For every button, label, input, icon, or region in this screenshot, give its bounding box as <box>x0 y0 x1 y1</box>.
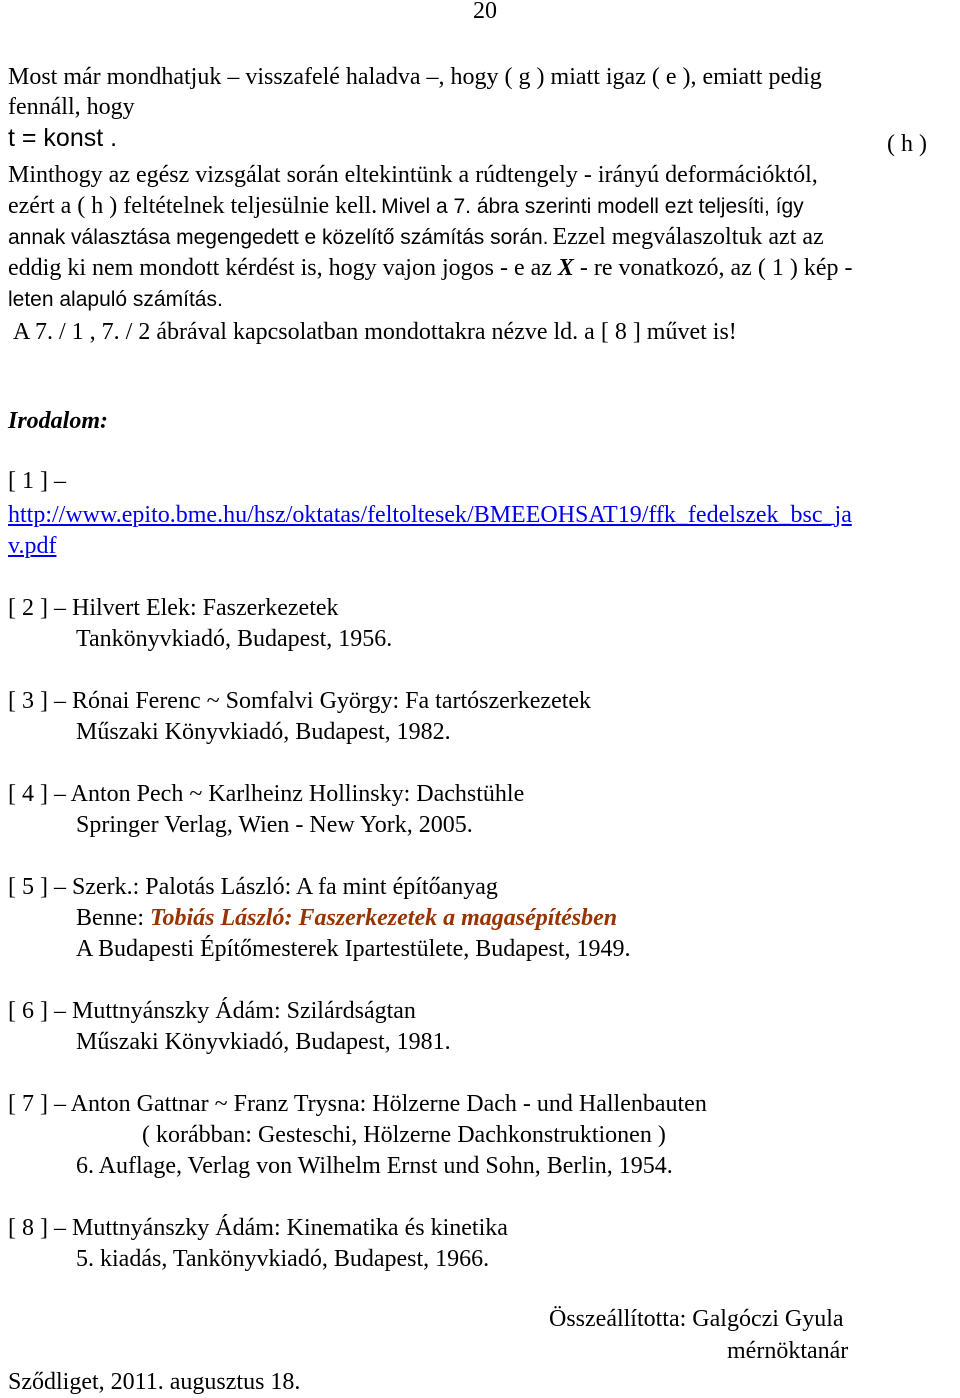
place-date: Sződliget, 2011. augusztus 18. <box>8 1369 301 1395</box>
ref-3-line-1: [ 3 ] – Rónai Ferenc ~ Somfalvi György: Fa tartószerkezetek <box>8 688 592 714</box>
ref-2-line-1: [ 2 ] – Hilvert Elek: Faszerkezetek <box>8 595 339 621</box>
equation-label: ( h ) <box>887 131 927 157</box>
ref-1-label: [ 1 ] – <box>8 468 66 494</box>
ref-5-line-2 <box>76 905 617 932</box>
ref-7-line-3: 6. Auflage, Verlag von Wilhelm Ernst und Sohn, Berlin, 1954. <box>76 1153 673 1179</box>
ref-6-line-1: [ 6 ] – Muttnyánszky Ádám: Szilárdságtan <box>8 998 416 1024</box>
equation: t = konst . <box>8 124 118 152</box>
ref-7-line-1: [ 7 ] – Anton Gattnar ~ Franz Trysna: Hölzerne Dach - und Hallenbauten <box>8 1091 707 1117</box>
compiled-by: Összeállította: Galgóczi Gyula <box>549 1306 844 1332</box>
ref-2-line-2: Tankönyvkiadó, Budapest, 1956. <box>76 626 393 652</box>
para-line-2: fennáll, hogy <box>8 94 135 120</box>
ref-5-line-1: [ 5 ] – Szerk.: Palotás László: A fa mint építőanyag <box>8 874 498 900</box>
para-line-7 <box>8 255 852 282</box>
para-line-6 <box>8 224 824 251</box>
page-number: 20 <box>473 0 497 24</box>
ref-5-benne: Benne: <box>76 905 144 931</box>
para-line-5 <box>8 193 804 220</box>
irodalom-heading: Irodalom: <box>8 408 109 434</box>
para-line-7-a: eddig ki nem mondott kérdést is, hogy vajon jogos - e az <box>8 255 552 281</box>
para-line-5-serif: ezért a ( h ) feltételnek teljesülnie kell. <box>8 193 378 219</box>
para-line-6-sans: annak választása megengedett e közelítő számítás során. <box>8 226 549 249</box>
ref-6-line-2: Műszaki Könyvkiadó, Budapest, 1981. <box>76 1029 451 1055</box>
para-line-9: A 7. / 1 , 7. / 2 ábrával kapcsolatban mondottakra nézve ld. a [ 8 ] művet is! <box>13 319 737 345</box>
para-line-6-serif: Ezzel megválaszoltuk azt az <box>552 224 824 250</box>
ref-4-line-1: [ 4 ] – Anton Pech ~ Karlheinz Hollinsky: Dachstühle <box>8 781 525 807</box>
para-line-7-b: - re vonatkozó, az ( 1 ) kép - <box>579 255 853 281</box>
ref-4-line-2: Springer Verlag, Wien - New York, 2005. <box>76 812 473 838</box>
ref-5-highlight: Tobiás László: Faszerkezetek a magasépítésben <box>149 905 618 931</box>
ref-1-link-cont[interactable]: v.pdf <box>8 533 57 559</box>
para-line-8: leten alapuló számítás. <box>8 288 223 311</box>
ref-3-line-2: Műszaki Könyvkiadó, Budapest, 1982. <box>76 719 451 745</box>
variable-x: X <box>557 255 574 281</box>
ref-8-line-1: [ 8 ] – Muttnyánszky Ádám: Kinematika és kinetika <box>8 1215 508 1241</box>
para-line-4: Minthogy az egész vizsgálat során eltekintünk a rúdtengely - irányú deformációktól, <box>8 162 818 188</box>
ref-1-link[interactable]: http://www.epito.bme.hu/hsz/oktatas/feltoltesek/BMEEOHSAT19/ffk_fedelszek_bsc_ja <box>8 502 852 528</box>
author-title: mérnöktanár <box>727 1338 849 1364</box>
ref-8-line-2: 5. kiadás, Tankönyvkiadó, Budapest, 1966. <box>76 1246 490 1272</box>
ref-7-line-2: ( korábban: Gesteschi, Hölzerne Dachkonstruktionen ) <box>142 1122 666 1148</box>
para-line-5-sans: Mivel a 7. ábra szerinti modell ezt teljesíti, így <box>381 195 804 218</box>
ref-5-line-3: A Budapesti Építőmesterek Ipartestülete, Budapest, 1949. <box>76 936 631 962</box>
para-line-1: Most már mondhatjuk – visszafelé haladva –, hogy ( g ) miatt igaz ( e ), emiatt pedig <box>8 64 822 90</box>
